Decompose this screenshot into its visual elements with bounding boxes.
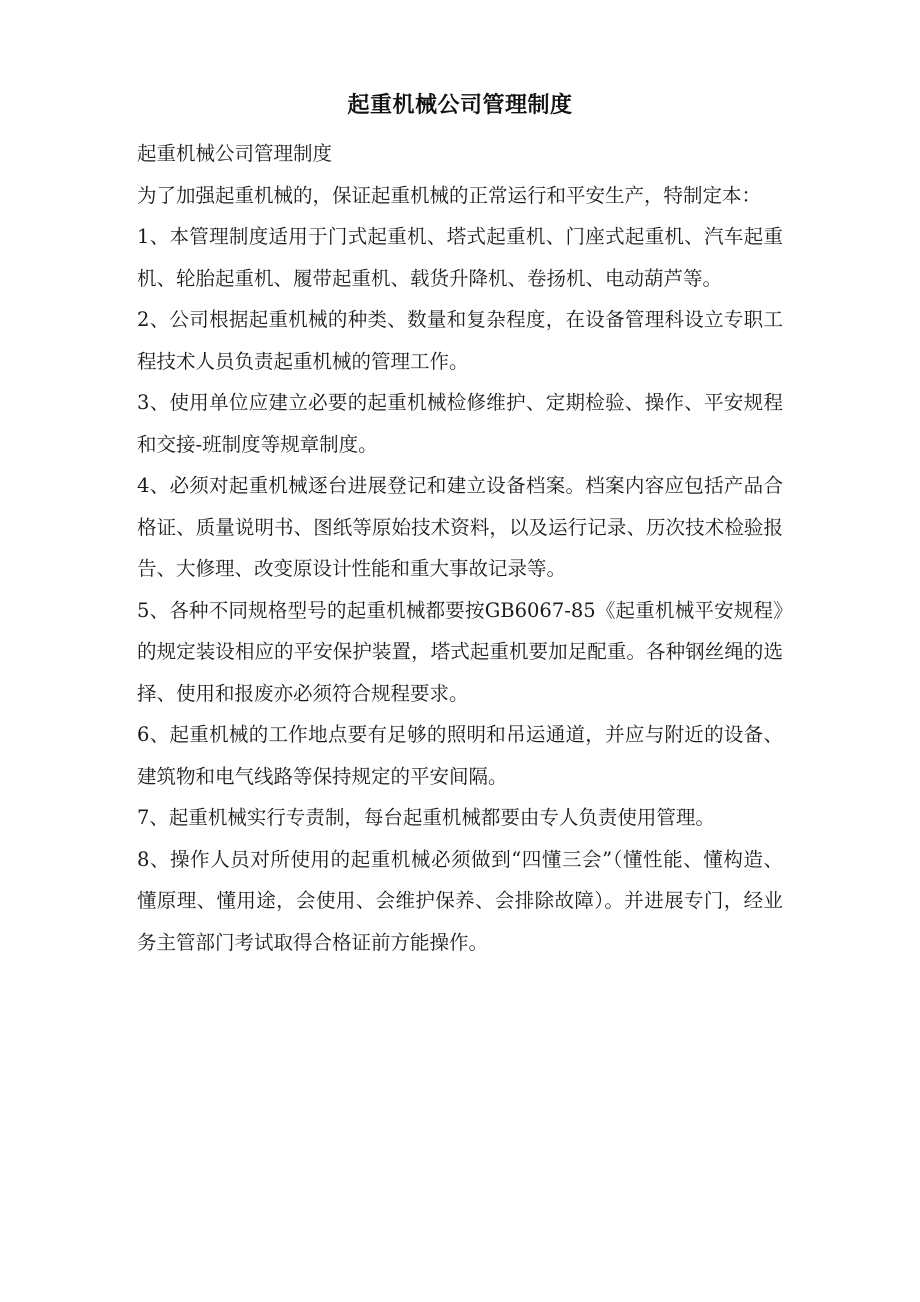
document-body bbox=[137, 133, 783, 963]
rule-item-3: 3、使用单位应建立必要的起重机械检修维护、定期检验、操作、平安规程和交接-班制度等规章制度。 bbox=[137, 391, 783, 456]
rule-item-6: 6、起重机械的工作地点要有足够的照明和吊运通道，并应与附近的设备、建筑物和电气线路等保持规定的平安间隔。 bbox=[137, 723, 783, 788]
document-subtitle: 起重机械公司管理制度 bbox=[137, 142, 333, 165]
rule-item-7: 7、起重机械实行专责制，每台起重机械都要由专人负责使用管理。 bbox=[137, 806, 715, 829]
rule-item-5: 5、各种不同规格型号的起重机械都要按GB6067-85《起重机械平安规程》的规定装设相应的平安保护装置，塔式起重机要加足配重。各种钢丝绳的选择、使用和报废亦必须符合规程要求。 bbox=[137, 598, 783, 705]
document-title: 起重机械公司管理制度 bbox=[347, 93, 573, 118]
rule-item-8: 8、操作人员对所使用的起重机械必须做到“四懂三会”（懂性能、懂构造、懂原理、懂用途，会使用、会维护保养、会排除故障）。并进展专门，经业务主管部门考试取得合格证前方能操作。 bbox=[137, 847, 783, 954]
rule-item-2: 2、公司根据起重机械的种类、数量和复杂程度，在设备管理科设立专职工程技术人员负责起重机械的管理工作。 bbox=[137, 308, 783, 373]
rule-item-1: 1、本管理制度适用于门式起重机、塔式起重机、门座式起重机、汽车起重机、轮胎起重机、履带起重机、载货升降机、卷扬机、电动葫芦等。 bbox=[137, 225, 783, 290]
rule-item-4: 4、必须对起重机械逐台进展登记和建立设备档案。档案内容应包括产品合格证、质量说明书、图纸等原始技术资料，以及运行记录、历次技术检验报告、大修理、改变原设计性能和重大事故记录等。 bbox=[137, 474, 783, 580]
intro-paragraph: 为了加强起重机械的，保证起重机械的正常运行和平安生产，特制定本： bbox=[137, 183, 762, 207]
